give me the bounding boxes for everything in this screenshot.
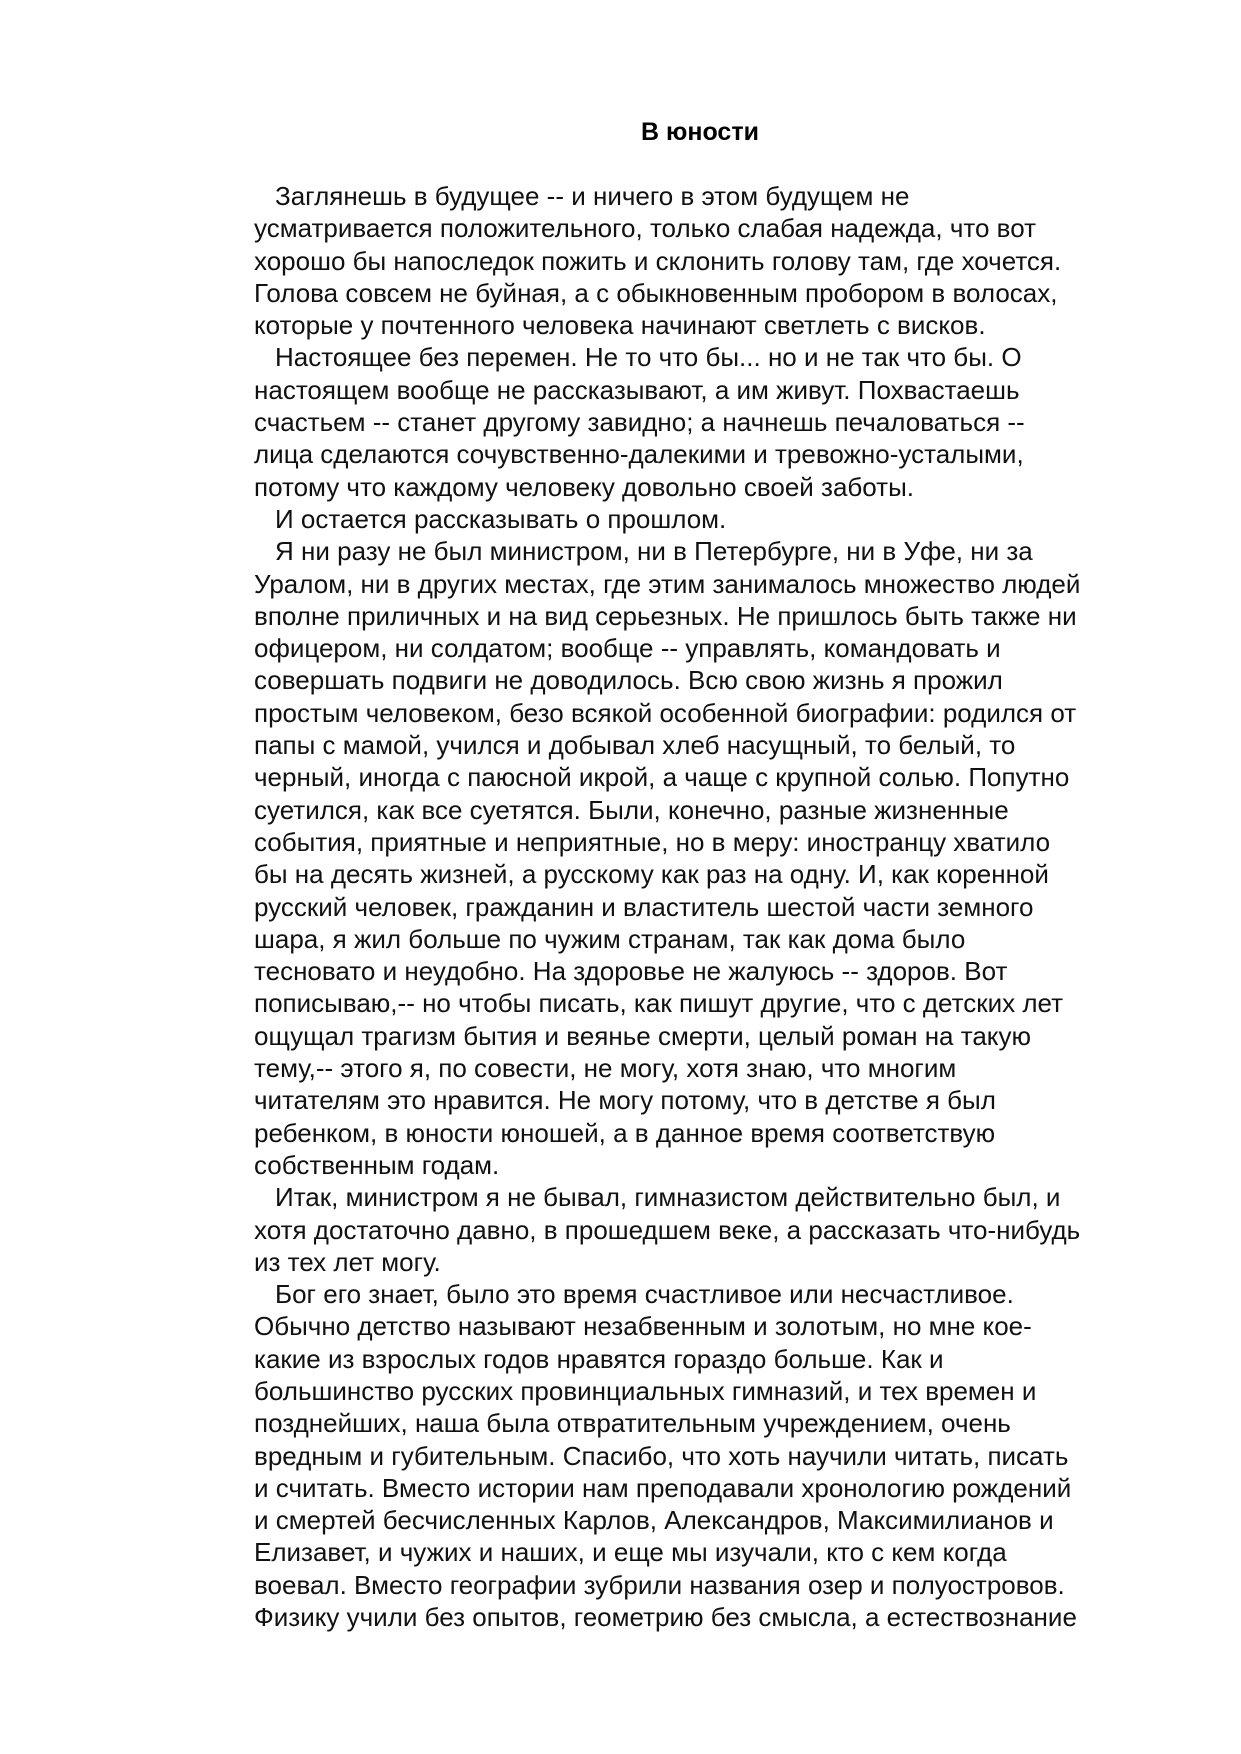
text-line: хотя достаточно давно, в прошедшем веке, а рассказать что-нибудь (254, 1214, 1081, 1245)
text-line: и смертей бесчисленных Карлов, Александров, Максимилианов и (254, 1505, 1054, 1536)
text-line: простым человеком, безо всякой особенной биографии: родился от (254, 697, 1077, 728)
text-line: Бог его знает, было это время счастливое или несчастливое. (275, 1279, 1014, 1310)
text-line: тесновато и неудобно. На здоровье не жалуюсь -- здоров. Вот (254, 956, 1008, 987)
text-line: которые у почтенного человека начинают светлеть с висков. (254, 310, 986, 341)
text-line: воевал. Вместо географии зубрили названия озер и полуостровов. (254, 1569, 1065, 1600)
text-line: пописываю,-- но чтобы писать, как пишут другие, что с детских лет (254, 988, 1064, 1019)
text-line: потому что каждому человеку довольно своей заботы. (254, 471, 915, 502)
text-line: усматривается положительного, только слабая надежда, что вот (254, 213, 1036, 244)
text-line: Я ни разу не был министром, ни в Петербурге, ни в Уфе, ни за (275, 536, 1033, 567)
text-line: совершать подвиги не доводилось. Всю свою жизнь я прожил (254, 665, 1003, 696)
text-line: ощущал трагизм бытия и веянье смерти, целый роман на такую (254, 1020, 1031, 1051)
text-line: Елизавет, и чужих и наших, и еще мы изучали, кто с кем когда (254, 1537, 1007, 1568)
text-line: вредным и губительным. Спасибо, что хоть научили читать, писать (254, 1440, 1069, 1471)
text-line: суетился, как все суетятся. Были, конечно, разные жизненные (254, 794, 1009, 825)
text-line: позднейших, наша была отвратительным учреждением, очень (254, 1408, 1011, 1439)
text-line: большинство русских провинциальных гимназий, и тех времен и (254, 1375, 1037, 1406)
text-line: Голова совсем не буйная, а с обыкновенным пробором в волосах, (254, 277, 1058, 308)
text-line: лица сделаются сочувственно-далекими и тревожно-усталыми, (254, 439, 1024, 470)
text-line: Физику учили без опытов, геометрию без смысла, а естествознание (254, 1602, 1077, 1633)
text-line: Обычно детство называют незабвенным и золотым, но мне кое- (254, 1311, 1032, 1342)
text-line: шара, я жил больше по чужим странам, так как дома было (254, 923, 966, 954)
text-line: ребенком, в юности юношей, а в данное время соответствую (254, 1117, 996, 1148)
text-line: И остается рассказывать о прошлом. (275, 503, 727, 534)
text-line: Заглянешь в будущее -- и ничего в этом будущем не (275, 181, 910, 211)
text-line: хорошо бы напоследок пожить и склонить голову там, где хочется. (254, 245, 1062, 276)
body-text (254, 180, 1174, 1633)
text-line: бы на десять жизней, а русскому как раз на одну. И, как коренной (254, 859, 1049, 890)
text-line: тему,-- этого я, по совести, не могу, хотя знаю, что многим (254, 1053, 957, 1084)
text-line: собственным годам. (254, 1149, 500, 1180)
text-line: офицером, ни солдатом; вообще -- управлять, командовать и (254, 633, 1001, 664)
text-line: счастьем -- станет другому завидно; а начнешь печаловаться -- (254, 407, 1025, 438)
text-line: и считать. Вместо истории нам преподавали хронологию рождений (254, 1472, 1072, 1503)
text-line: Уралом, ни в других местах, где этим занималось множество людей (254, 568, 1081, 599)
text-line: читателям это нравится. Не могу потому, что в детстве я был (254, 1085, 996, 1116)
text-line: Настоящее без перемен. Не то что бы... но и не так что бы. О (275, 342, 1022, 373)
text-line: Итак, министром я не бывал, гимназистом действительно был, и (275, 1182, 1061, 1213)
text-line: русский человек, гражданин и властитель шестой части земного (254, 891, 1034, 922)
text-line: настоящем вообще не рассказывают, а им живут. Похвастаешь (254, 374, 1020, 405)
text-line: какие из взрослых годов нравятся гораздо больше. Как и (254, 1343, 944, 1374)
document-title: В юности (641, 118, 759, 146)
text-line: из тех лет могу. (254, 1246, 441, 1277)
text-line: события, приятные и неприятные, но в меру: иностранцу хватило (254, 826, 1051, 857)
text-line: черный, иногда с паюсной икрой, а чаще с крупной солью. Попутно (254, 762, 1070, 793)
text-line: вполне приличных и на вид серьезных. Не пришлось быть также ни (254, 600, 1077, 631)
text-line: папы с мамой, учился и добывал хлеб насущный, то белый, то (254, 730, 1016, 761)
